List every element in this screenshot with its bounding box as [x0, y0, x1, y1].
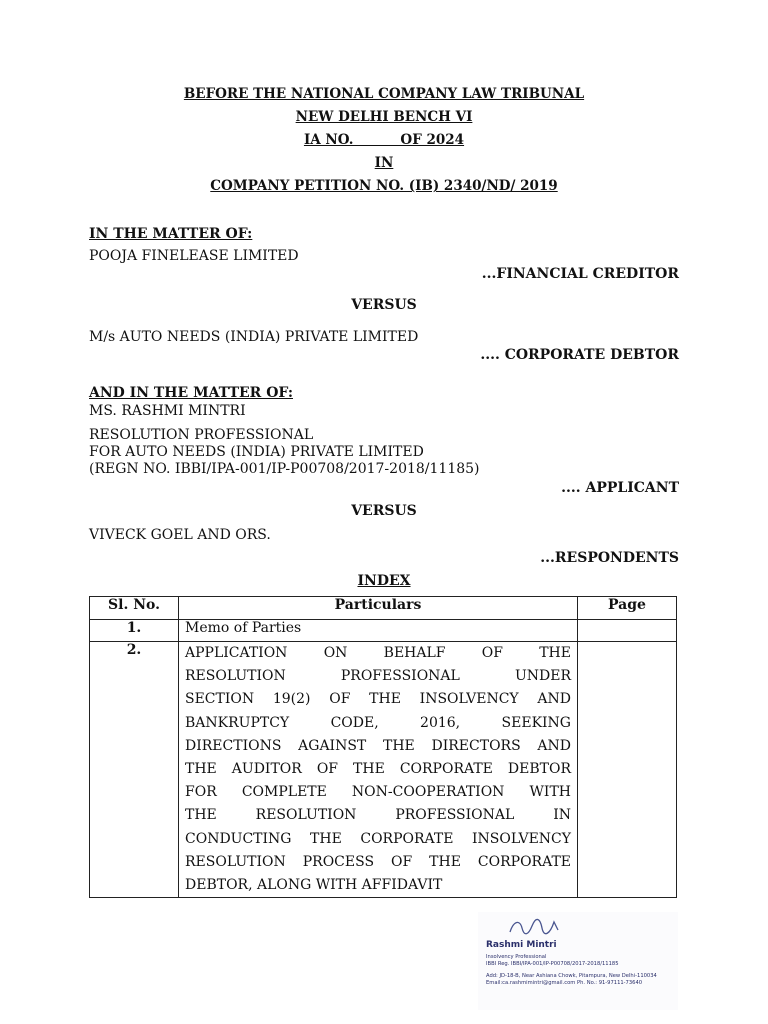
professional-stamp	[478, 912, 678, 1010]
particulars-line: RESOLUTION PROFESSIONAL UNDER	[185, 668, 571, 685]
particulars-line: RESOLUTION PROCESS OF THE CORPORATE	[185, 853, 571, 870]
particulars-line: CONDUCTING THE CORPORATE INSOLVENCY	[185, 830, 571, 847]
financial-creditor-name: POOJA FINELEASE LIMITED	[89, 248, 299, 264]
particulars-line: BANKRUPTCY CODE, 2016, SEEKING	[185, 714, 571, 731]
row-particulars: Memo of Parties	[179, 620, 578, 642]
stamp-address: Add: JD-18-B, Near Ashiana Chowk, Pitampura, New Delhi-110034	[486, 973, 657, 979]
tribunal-title: BEFORE THE NATIONAL COMPANY LAW TRIBUNAL	[183, 86, 585, 102]
applicant-role: .... APPLICANT	[561, 480, 679, 496]
corporate-debtor-role: .... CORPORATE DEBTOR	[480, 347, 679, 363]
index-title: INDEX	[357, 573, 411, 589]
corporate-debtor-name: M/s AUTO NEEDS (INDIA) PRIVATE LIMITED	[89, 329, 419, 345]
versus-label-1: VERSUS	[351, 297, 417, 313]
respondent-name: VIVECK GOEL AND ORS.	[89, 527, 271, 543]
column-header-sl: Sl. No.	[90, 597, 179, 620]
row-page	[578, 642, 677, 898]
column-header-particulars: Particulars	[179, 597, 578, 620]
table-row	[90, 642, 677, 898]
particulars-line: FOR COMPLETE NON-COOPERATION WITH	[185, 784, 571, 801]
column-header-page: Page	[578, 597, 677, 620]
applicant-company: FOR AUTO NEEDS (INDIA) PRIVATE LIMITED	[89, 444, 424, 460]
stamp-registration: IBBI Reg. IBBI/IPA-001/IP-P00708/2017-2018/11185	[486, 961, 619, 967]
particulars-line: SECTION 19(2) OF THE INSOLVENCY AND	[185, 691, 571, 708]
row-sl: 2.	[90, 642, 179, 898]
in-label: IN	[374, 155, 394, 171]
stamp-title: Insolvency Professional	[486, 954, 547, 960]
second-matter-heading: AND IN THE MATTER OF:	[89, 385, 293, 401]
particulars-line: THE RESOLUTION PROFESSIONAL IN	[185, 807, 571, 824]
particulars-line: THE AUDITOR OF THE CORPORATE DEBTOR	[185, 761, 571, 778]
index-table	[89, 596, 677, 898]
particulars-line: DIRECTIONS AGAINST THE DIRECTORS AND	[185, 737, 571, 754]
petition-number: COMPANY PETITION NO. (IB) 2340/ND/ 2019	[210, 178, 558, 194]
row-sl: 1.	[90, 620, 179, 642]
financial-creditor-role: ...FINANCIAL CREDITOR	[481, 266, 679, 282]
row-particulars	[179, 642, 578, 898]
versus-label-2: VERSUS	[351, 503, 417, 519]
applicant-designation: RESOLUTION PROFESSIONAL	[89, 427, 314, 443]
table-header-row	[90, 597, 677, 620]
particulars-line: DEBTOR, ALONG WITH AFFIDAVIT	[185, 877, 443, 894]
particulars-line: APPLICATION ON BEHALF OF THE	[185, 645, 571, 661]
ia-number: IA NO. OF 2024	[303, 132, 465, 148]
signature-mark	[506, 914, 566, 940]
row-page	[578, 620, 677, 642]
stamp-contact: Email:ca.rashmimintri@gmail.com Ph. No.: 91-97111-73640	[486, 980, 643, 986]
table-row	[90, 620, 677, 642]
applicant-name: MS. RASHMI MINTRI	[89, 403, 246, 419]
stamp-name: Rashmi Mintri	[486, 940, 557, 950]
applicant-registration: (REGN NO. IBBI/IPA-001/IP-P00708/2017-2018/11185)	[89, 461, 480, 477]
bench-title: NEW DELHI BENCH VI	[295, 109, 473, 125]
matter-heading: IN THE MATTER OF:	[89, 226, 253, 242]
respondent-role: ...RESPONDENTS	[540, 550, 679, 566]
